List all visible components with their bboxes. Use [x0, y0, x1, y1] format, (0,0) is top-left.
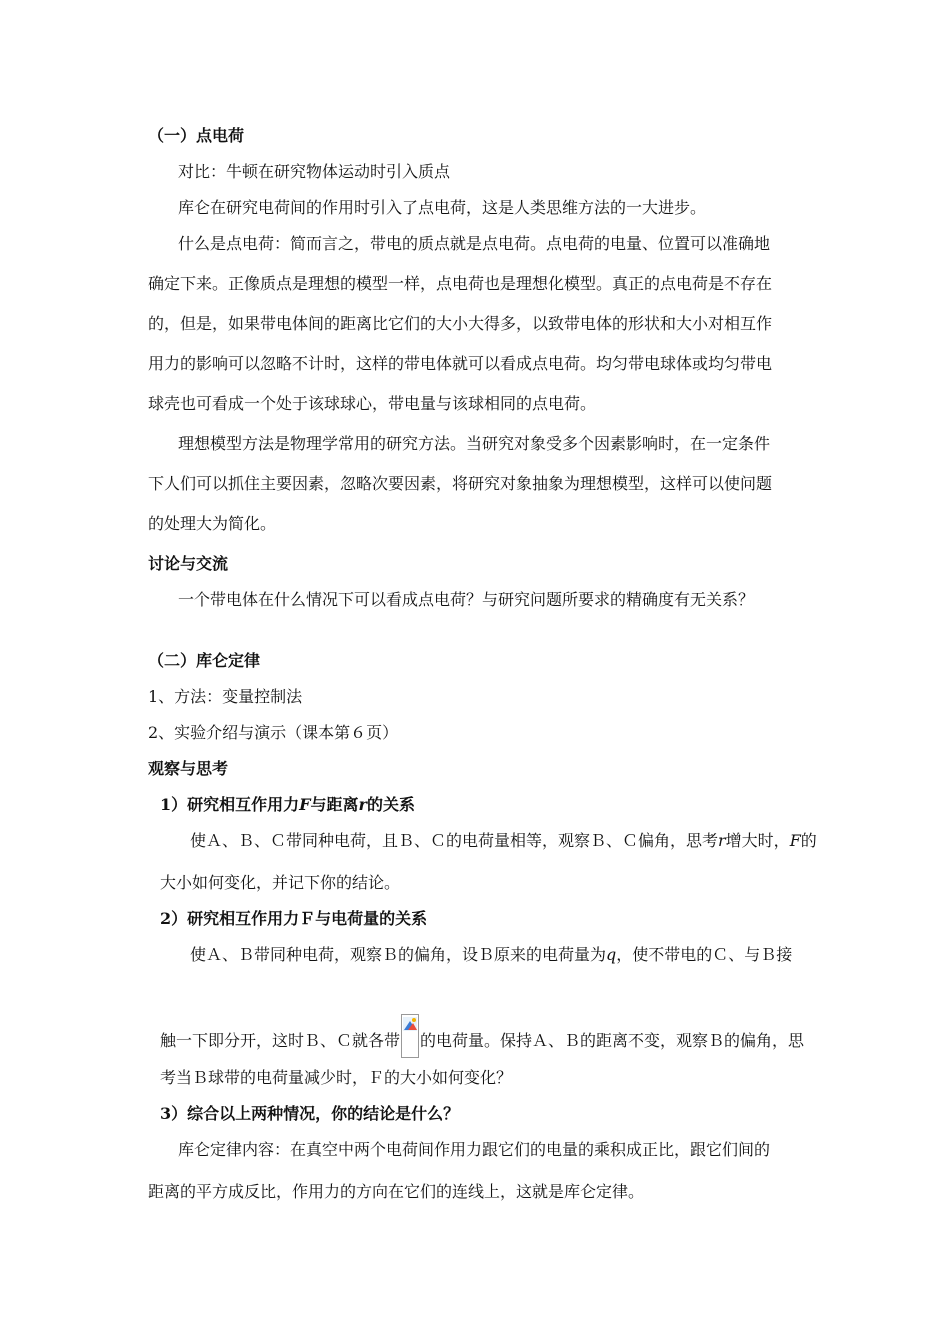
discussion-heading: 讨论与交流: [148, 554, 229, 573]
q1-text: 与距离: [310, 795, 359, 814]
q2-text: 的电荷量。保持Ａ、Ｂ的距离不变，观察Ｂ的偏角，思: [420, 1031, 805, 1050]
question3-heading: 3）综合以上两种情况，你的结论是什么？: [160, 1104, 460, 1123]
q1-text: 增大时，: [725, 831, 790, 850]
question1-line: 大小如何变化，并记下你的结论。: [160, 873, 401, 892]
q1-text: 的关系: [366, 795, 415, 814]
question2-line: [190, 945, 792, 965]
experiment-item: 2、实验介绍与演示（课本第６页）: [148, 723, 399, 742]
discussion-question: 一个带电体在什么情况下可以看成点电荷？与研究问题所要求的精确度有无关系？: [178, 590, 755, 609]
var-f: F: [789, 831, 801, 850]
paragraph-contrast: 对比：牛顿在研究物体运动时引入质点: [178, 162, 451, 181]
paragraph-line: 确定下来。正像质点是理想的模型一样，点电荷也是理想化模型。真正的点电荷是不存在: [148, 274, 773, 293]
paragraph-coulomb-intro: 库仑在研究电荷间的作用时引入了点电荷，这是人类思维方法的一大进步。: [178, 198, 707, 217]
law-line: 距离的平方成反比，作用力的方向在它们的连线上，这就是库仑定律。: [148, 1182, 645, 1201]
paragraph-line: 什么是点电荷：简而言之，带电的质点就是点电荷。点电荷的电量、位置可以准确地: [178, 234, 771, 253]
q1-text: 使Ａ、Ｂ、Ｃ带同种电荷，且Ｂ、Ｃ的电荷量相等，观察Ｂ、Ｃ偏角，思考: [190, 831, 719, 850]
question1-line: [190, 831, 817, 851]
var-r: r: [358, 795, 367, 814]
paragraph-line: 下人们可以抓住主要因素，忽略次要因素，将研究对象抽象为理想模型，这样可以使问题: [148, 474, 773, 493]
q2-text: 触一下即分开，这时Ｂ、Ｃ就各带: [160, 1031, 401, 1050]
law-line: 库仑定律内容：在真空中两个电荷间作用力跟它们的电量的乘积成正比，跟它们间的: [178, 1140, 771, 1159]
q1-text: 的: [800, 831, 817, 850]
section2-heading: （二）库仑定律: [148, 651, 261, 670]
question1-heading: [160, 795, 415, 815]
paragraph-line: 的，但是，如果带电体间的距离比它们的大小大得多，以致带电体的形状和大小对相互作: [148, 314, 773, 333]
section1-heading: （一）点电荷: [148, 126, 245, 145]
q2-text: 使Ａ、Ｂ带同种电荷，观察Ｂ的偏角，设Ｂ原来的电荷量为: [190, 945, 607, 964]
var-r: r: [718, 831, 726, 850]
paragraph-line: 用力的影响可以忽略不计时，这样的带电体就可以看成点电荷。均匀带电球体或均匀带电: [148, 354, 773, 373]
paragraph-line: 理想模型方法是物理学常用的研究方法。当研究对象受多个因素影响时，在一定条件: [178, 434, 771, 453]
paragraph-line: 球壳也可看成一个处于该球球心，带电量与该球相同的点电荷。: [148, 394, 597, 413]
question2-line: 考当Ｂ球带的电荷量减少时，Ｆ的大小如何变化？: [160, 1068, 513, 1087]
formula-image-icon: [401, 1014, 419, 1058]
var-q: q: [606, 945, 617, 964]
q1-text: 1）研究相互作用力: [160, 795, 300, 814]
question2-heading: 2）研究相互作用力Ｆ与电荷量的关系: [160, 909, 428, 928]
paragraph-line: 的处理大为简化。: [148, 514, 277, 533]
q2-text: ，使不带电的Ｃ、与Ｂ接: [616, 945, 793, 964]
method-item: 1、方法：变量控制法: [148, 687, 303, 706]
var-f: F: [299, 795, 311, 814]
question2-line: [160, 1014, 804, 1058]
observe-heading: 观察与思考: [148, 759, 229, 778]
